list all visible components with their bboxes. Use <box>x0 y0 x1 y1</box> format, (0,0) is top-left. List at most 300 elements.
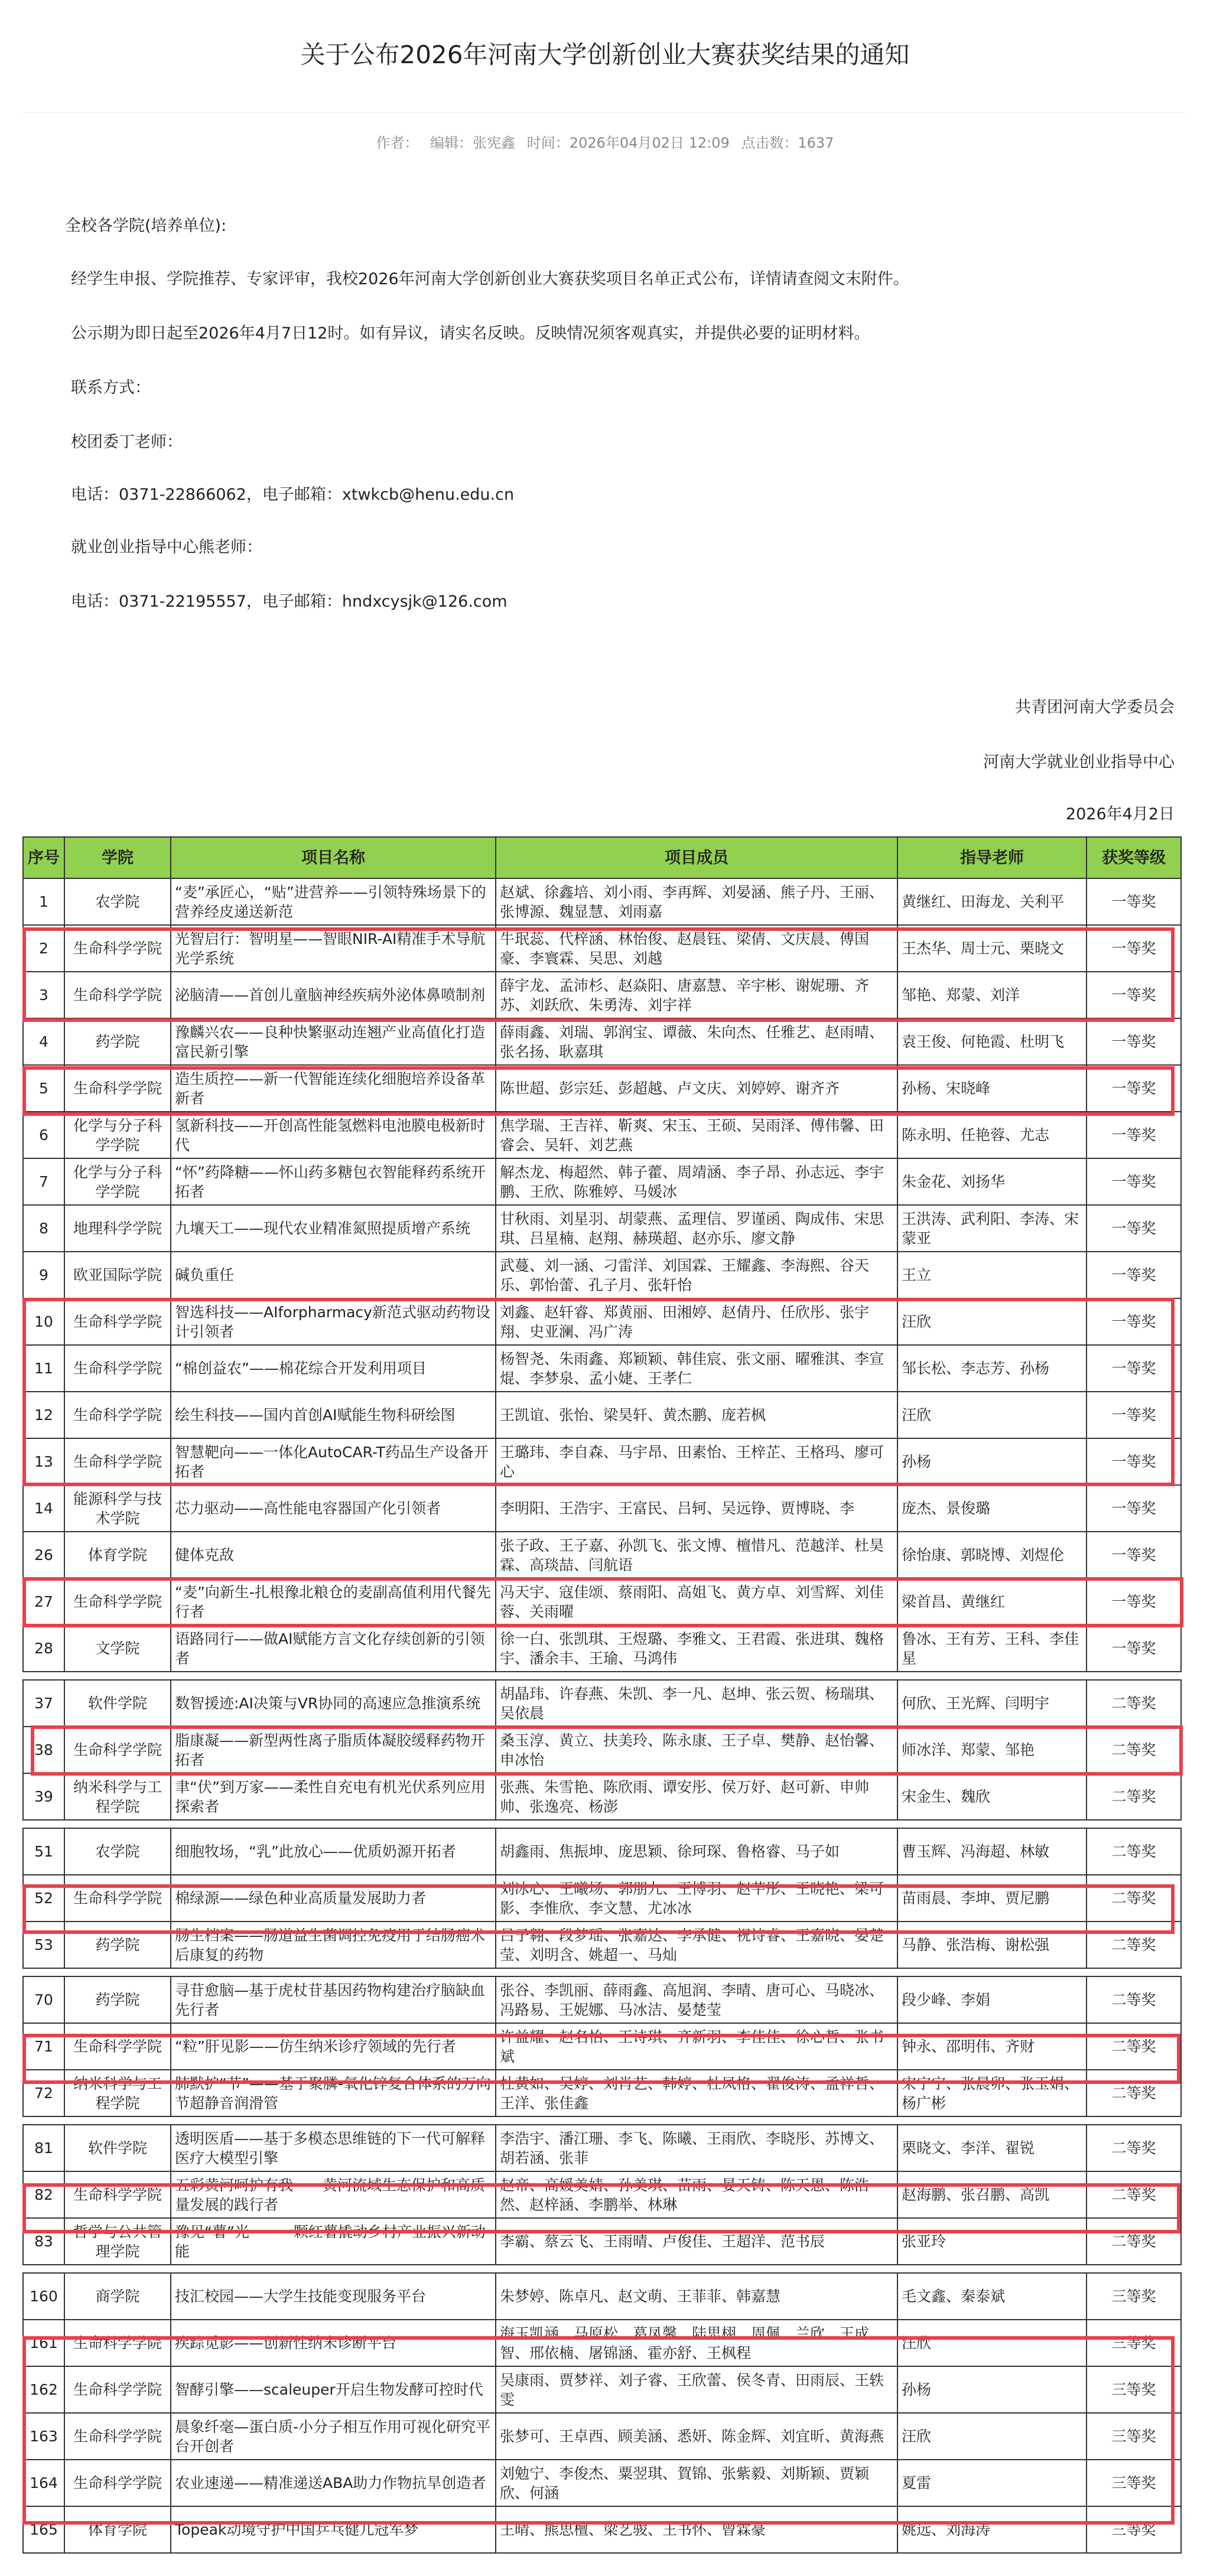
table-gap <box>23 2265 1181 2273</box>
row-award-cell <box>1087 925 1181 972</box>
row-index: 38 <box>34 1741 53 1758</box>
row-teachers-cell <box>897 1727 1087 1773</box>
row-award-cell <box>1087 1976 1181 2023</box>
row-index-cell <box>23 1485 64 1532</box>
row-members-cell <box>496 972 897 1018</box>
row-index-cell <box>23 2171 64 2218</box>
row-project-name-cell <box>171 2366 496 2413</box>
row-college-cell <box>64 2070 171 2116</box>
row-award-cell <box>1087 1828 1181 1875</box>
row-members: 刘冰心、王曦场、郭朋九、王博羽、赵芊彤、王晓艳、梁可影、李惟欣、李文慧、尤冰冰 <box>500 1880 884 1917</box>
row-index-cell <box>23 2125 64 2171</box>
row-award: 一等奖 <box>1111 1640 1156 1657</box>
row-index-cell <box>23 925 64 972</box>
contact-xiong: 就业创业指导中心熊老师： <box>71 538 262 556</box>
row-members-cell <box>496 2171 897 2218</box>
row-index-cell <box>23 2320 64 2366</box>
row-teachers-cell <box>897 1438 1087 1485</box>
row-teachers-cell <box>897 1485 1087 1532</box>
row-college: 生命科学学院 <box>73 2381 162 2398</box>
row-teachers: 师冰洋、郑蒙、邹艳 <box>902 1741 1035 1758</box>
row-award: 一等奖 <box>1111 1360 1156 1377</box>
notice-meta <box>0 131 1210 152</box>
table-row <box>23 2023 1181 2070</box>
row-teachers: 汪欣 <box>902 2428 932 2445</box>
row-members: 王璐玮、李自森、马宇昂、田素怡、王梓芷、王格玛、廖可心 <box>500 1443 884 1480</box>
table-gap <box>23 1672 1181 1680</box>
row-index: 71 <box>34 2038 53 2055</box>
row-college-cell <box>64 2506 171 2553</box>
row-members: 徐一白、张凯琪、王煜璐、李雅文、王君霞、张进琪、魏格宇、潘余丰、王瑜、马鸿伟 <box>500 1630 884 1667</box>
awards-table <box>22 836 1182 2554</box>
row-award: 三等奖 <box>1111 2521 1156 2538</box>
row-college: 生命科学学院 <box>73 1080 162 1097</box>
table-gap-cell <box>23 1820 1181 1828</box>
row-teachers: 姚远、刘海涛 <box>902 2521 991 2538</box>
table-row <box>23 1158 1181 1205</box>
row-project-name: 绘生科技——国内首创AI赋能生物科研绘图 <box>175 1406 456 1424</box>
row-award: 二等奖 <box>1111 1936 1156 1953</box>
meta-author: 作者： <box>376 135 419 151</box>
row-teachers-cell <box>897 2171 1087 2218</box>
salutation: 全校各学院(培养单位): <box>65 217 227 235</box>
row-index-cell <box>23 1680 64 1727</box>
row-teachers-cell <box>897 925 1087 972</box>
row-project-name-cell <box>171 1252 496 1298</box>
row-award-cell <box>1087 2320 1181 2366</box>
row-teachers-cell <box>897 1680 1087 1727</box>
table-row <box>23 1112 1181 1158</box>
row-teachers: 黄继红、田海龙、关利平 <box>902 893 1065 910</box>
row-teachers: 钟永、邵明伟、齐财 <box>902 2038 1035 2055</box>
row-members-cell <box>496 1298 897 1345</box>
row-award: 一等奖 <box>1111 1033 1156 1050</box>
row-award-cell <box>1087 1922 1181 1968</box>
row-members-cell <box>496 1158 897 1205</box>
row-award: 一等奖 <box>1111 1080 1156 1097</box>
table-row <box>23 1875 1181 1922</box>
row-index-cell <box>23 1976 64 2023</box>
row-award: 二等奖 <box>1111 2186 1156 2203</box>
row-award: 二等奖 <box>1111 1890 1156 1907</box>
row-index-cell <box>23 1158 64 1205</box>
row-members-cell <box>496 1345 897 1392</box>
meta-time: 时间：2026年04月02日 12:09 <box>526 135 730 151</box>
row-project-name: Topeak动境守护中国乒乓健儿冠军梦 <box>175 2521 419 2538</box>
row-college: 药学院 <box>95 1991 140 2008</box>
row-members: 李浩宇、潘江珊、李飞、陈曦、王雨欣、李晓彤、苏博文、胡若涵、张菲 <box>500 2129 884 2167</box>
row-index: 51 <box>34 1843 53 1860</box>
row-award: 二等奖 <box>1111 2038 1156 2055</box>
row-project-name-cell <box>171 2023 496 2070</box>
row-teachers-cell <box>897 1392 1087 1438</box>
row-teachers: 孙杨 <box>902 2381 932 2398</box>
row-index: 165 <box>30 2521 58 2538</box>
row-award-cell <box>1087 1065 1181 1112</box>
table-row <box>23 2320 1181 2366</box>
row-award-cell <box>1087 878 1181 925</box>
row-project-name-cell <box>171 925 496 972</box>
row-college: 地理科学学院 <box>73 1220 162 1237</box>
row-college: 体育学院 <box>87 2521 147 2538</box>
table-gap-cell <box>23 2265 1181 2273</box>
row-members: 陈世超、彭宗廷、彭超越、卢文庆、刘婷婷、谢齐齐 <box>500 1080 840 1097</box>
row-college: 纳米科学与工程学院 <box>73 2075 162 2112</box>
row-project-name-cell <box>171 1392 496 1438</box>
row-project-name: 晨象纤毫—蛋白质-小分子相互作用可视化研究平台开创者 <box>175 2418 491 2455</box>
row-college: 农学院 <box>95 1843 140 1860</box>
row-project-name: 智酵引擎——scaleuper开启生物发酵可控时代 <box>175 2381 483 2398</box>
row-award-cell <box>1087 1252 1181 1298</box>
row-index: 39 <box>34 1788 53 1805</box>
table-row <box>23 1438 1181 1485</box>
row-project-name: 肺默护“节”——基于聚膦-氧化锌复合体系的万向节超静音润滑管 <box>175 2075 491 2112</box>
row-members-cell <box>496 1976 897 2023</box>
table-row <box>23 1578 1181 1625</box>
row-index-cell <box>23 878 64 925</box>
row-members: 李霸、蔡云飞、王雨晴、卢俊佳、王超洋、范书辰 <box>500 2233 825 2250</box>
row-award-cell <box>1087 1298 1181 1345</box>
row-teachers-cell <box>897 1018 1087 1065</box>
row-award: 二等奖 <box>1111 1843 1156 1860</box>
row-index: 14 <box>34 1500 53 1517</box>
row-college: 化学与分子科学学院 <box>73 1163 162 1200</box>
row-teachers: 夏雷 <box>902 2474 932 2492</box>
row-project-name: 农业速递——精准递送ABA助力作物抗旱创造者 <box>175 2474 486 2492</box>
row-project-name-cell <box>171 1625 496 1672</box>
row-college-cell <box>64 2023 171 2070</box>
table-row <box>23 1485 1181 1532</box>
row-index: 163 <box>30 2428 58 2445</box>
row-index-cell <box>23 1112 64 1158</box>
row-college-cell <box>64 1727 171 1773</box>
row-teachers-cell <box>897 1345 1087 1392</box>
row-members: 杜黄如、吴婷、刘肖艺、韩婷、杜凤格、翟俊涛、孟祥哲、王洋、张佳鑫 <box>500 2075 884 2112</box>
row-college-cell <box>64 1205 171 1252</box>
row-college: 生命科学学院 <box>73 1406 162 1424</box>
row-project-name-cell <box>171 1205 496 1252</box>
paragraph-period: 公示期为即日起至2026年4月7日12时。如有异议，请实名反映。反映情况须客观真实，并提供必要的证明材料。 <box>71 324 870 343</box>
row-college-cell <box>64 1680 171 1727</box>
row-members: 赵斌、徐鑫培、刘小雨、李再辉、刘晏涵、熊子丹、王丽、张博源、魏显慧、刘雨嘉 <box>500 883 884 920</box>
row-members-cell <box>496 2023 897 2070</box>
row-teachers-cell <box>897 2413 1087 2460</box>
row-index-cell <box>23 1438 64 1485</box>
row-college: 生命科学学院 <box>73 1360 162 1377</box>
row-project-name-cell <box>171 1438 496 1485</box>
row-members-cell <box>496 2506 897 2553</box>
row-project-name: 智选科技——AIforpharmacy新范式驱动药物设计引领者 <box>175 1303 490 1340</box>
row-college-cell <box>64 1976 171 2023</box>
row-teachers: 王立 <box>902 1266 932 1284</box>
row-index: 5 <box>39 1080 48 1097</box>
row-award-cell <box>1087 1438 1181 1485</box>
row-teachers: 苗雨晨、李坤、贾尼鹏 <box>902 1890 1050 1907</box>
row-teachers-cell <box>897 1625 1087 1672</box>
row-teachers: 张亚玲 <box>902 2233 946 2250</box>
table-row <box>23 1625 1181 1672</box>
table-row <box>23 2413 1181 2460</box>
row-award: 一等奖 <box>1111 1500 1156 1517</box>
row-project-name: “粒”肝见影——仿生纳米诊疗领域的先行者 <box>175 2038 456 2055</box>
row-project-name-cell <box>171 1018 496 1065</box>
row-teachers: 汪欣 <box>902 1406 932 1424</box>
row-teachers: 袁王俊、何艳霞、杜明飞 <box>902 1033 1065 1050</box>
row-award-cell <box>1087 1773 1181 1820</box>
table-row <box>23 925 1181 972</box>
row-award-cell <box>1087 1578 1181 1625</box>
row-award-cell <box>1087 1112 1181 1158</box>
row-members: 王晴、熊思檀、梁艺骏、王书怀、曾霖豪 <box>500 2521 766 2538</box>
table-row <box>23 1532 1181 1578</box>
row-members-cell <box>496 1625 897 1672</box>
row-college: 化学与分子科学学院 <box>73 1116 162 1154</box>
row-college: 哲学与公共管理学院 <box>73 2223 162 2260</box>
row-project-name: 聿“伏”到万家——柔性自充电有机光伏系列应用探索者 <box>175 1778 486 1815</box>
row-teachers-cell <box>897 2218 1087 2265</box>
table-row <box>23 1680 1181 1727</box>
row-college: 文学院 <box>95 1640 140 1657</box>
row-index: 13 <box>34 1453 53 1470</box>
row-college-cell <box>64 1875 171 1922</box>
row-project-name-cell <box>171 2218 496 2265</box>
row-college: 生命科学学院 <box>73 2038 162 2055</box>
row-project-name-cell <box>171 1773 496 1820</box>
row-award: 三等奖 <box>1111 2288 1156 2305</box>
row-college: 生命科学学院 <box>73 940 162 957</box>
row-index: 37 <box>34 1695 53 1712</box>
row-project-name: “怀”药降糖——怀山药多糖包衣智能释药系统开拓者 <box>175 1163 486 1200</box>
row-members-cell <box>496 1112 897 1158</box>
meta-clicks: 点击数：1637 <box>741 135 834 151</box>
table-row <box>23 1392 1181 1438</box>
row-project-name: 技汇校园——大学生技能变现服务平台 <box>175 2288 427 2305</box>
row-index: 162 <box>30 2381 58 2398</box>
row-college-cell <box>64 1112 171 1158</box>
row-award: 二等奖 <box>1111 2085 1156 2102</box>
row-college-cell <box>64 2125 171 2171</box>
row-members-cell <box>496 1392 897 1438</box>
notice-title: 关于公布2026年河南大学创新创业大赛获奖结果的通知 <box>300 40 910 69</box>
row-members-cell <box>496 878 897 925</box>
row-college-cell <box>64 2460 171 2506</box>
row-project-name-cell <box>171 1976 496 2023</box>
table-gap-cell <box>23 1672 1181 1680</box>
row-teachers: 朱金花、刘扬华 <box>902 1173 1006 1190</box>
row-college-cell <box>64 1345 171 1392</box>
row-index-cell <box>23 1065 64 1112</box>
row-members: 杨智尧、朱雨鑫、郑颖颖、韩佳宸、张文丽、曜雅淇、李宣焜、李梦泉、孟小婕、王孝仁 <box>500 1350 884 1387</box>
row-award: 二等奖 <box>1111 2139 1156 2157</box>
row-college-cell <box>64 878 171 925</box>
row-members: 吴康雨、贾梦祥、刘子睿、王欣蕾、侯冬青、田雨辰、王轶雯 <box>500 2371 884 2408</box>
row-project-name: 九壤天工——现代农业精准氮照提质增产系统 <box>175 1220 471 1237</box>
row-award: 二等奖 <box>1111 1991 1156 2008</box>
row-project-name-cell <box>171 1065 496 1112</box>
row-project-name: 泌脑清——首创儿童脑神经疾病外泌体鼻喷制剂 <box>175 986 486 1004</box>
row-project-name: 豫见“薯”光——一颗红薯撬动乡村产业振兴新动能 <box>175 2223 486 2260</box>
table-row <box>23 1727 1181 1773</box>
row-award: 二等奖 <box>1111 1741 1156 1758</box>
row-members: 牛珉蕊、代梓涵、林怡俊、赵晨钰、梁倩、文庆晨、傅国豪、李寰霖、吴思、刘越 <box>500 930 870 967</box>
row-members-cell <box>496 2460 897 2506</box>
row-college: 生命科学学院 <box>73 986 162 1004</box>
row-college: 农学院 <box>95 893 140 910</box>
row-index-cell <box>23 2273 64 2320</box>
row-teachers: 王洪涛、武利阳、李涛、宋蒙亚 <box>902 1210 1079 1247</box>
row-teachers: 孙杨、宋晓峰 <box>902 1080 991 1097</box>
contact-ding-info: 电话：0371-22866062，电子邮箱：xtwkcb@henu.edu.cn <box>71 486 515 504</box>
row-teachers: 何欣、王光辉、闫明宇 <box>902 1695 1050 1712</box>
row-college-cell <box>64 1828 171 1875</box>
row-index-cell <box>23 1252 64 1298</box>
row-teachers-cell <box>897 1976 1087 2023</box>
signature-org-2: 河南大学就业创业指导中心 <box>983 753 1175 771</box>
row-index: 82 <box>34 2186 53 2203</box>
row-index: 3 <box>39 986 48 1004</box>
row-project-name-cell <box>171 1345 496 1392</box>
row-index-cell <box>23 1875 64 1922</box>
row-members-cell <box>496 1532 897 1578</box>
row-index-cell <box>23 2506 64 2553</box>
table-row <box>23 1018 1181 1065</box>
row-index: 28 <box>34 1640 53 1657</box>
row-college: 药学院 <box>95 1936 140 1953</box>
row-college-cell <box>64 972 171 1018</box>
row-members-cell <box>496 1205 897 1252</box>
row-award: 三等奖 <box>1111 2428 1156 2445</box>
row-college-cell <box>64 1158 171 1205</box>
row-teachers: 汪欣 <box>902 2334 932 2352</box>
contact-heading: 联系方式： <box>71 379 151 397</box>
row-award: 二等奖 <box>1111 2233 1156 2250</box>
row-project-name: 数智援迹:AI决策与VR协同的高速应急推演系统 <box>175 1695 481 1712</box>
row-award: 二等奖 <box>1111 1788 1156 1805</box>
row-project-name-cell <box>171 878 496 925</box>
row-members-cell <box>496 1727 897 1773</box>
row-index: 1 <box>39 893 48 910</box>
row-college-cell <box>64 1532 171 1578</box>
row-college: 纳米科学与工程学院 <box>73 1778 162 1815</box>
row-college-cell <box>64 2320 171 2366</box>
row-index: 9 <box>39 1266 48 1284</box>
row-award-cell <box>1087 1680 1181 1727</box>
row-teachers: 徐怡康、郭晓博、刘煜伦 <box>902 1546 1065 1564</box>
row-project-name: 健体克敌 <box>175 1546 235 1564</box>
row-teachers: 汪欣 <box>902 1313 932 1330</box>
row-project-name: “棉创益农”——棉花综合开发利用项目 <box>175 1360 427 1377</box>
row-project-name-cell <box>171 2320 496 2366</box>
header-members: 项目成员 <box>496 837 897 878</box>
row-project-name: 透明医盾——基于多模态思维链的下一代可解释医疗大模型引擎 <box>175 2129 486 2167</box>
row-award-cell <box>1087 972 1181 1018</box>
row-members: 朱梦婷、陈卓凡、赵文萌、王菲菲、韩嘉慧 <box>500 2288 781 2305</box>
row-index: 4 <box>39 1033 48 1050</box>
row-teachers: 毛文鑫、秦泰斌 <box>902 2288 1006 2305</box>
row-project-name-cell <box>171 2273 496 2320</box>
row-award: 一等奖 <box>1111 940 1156 957</box>
row-members-cell <box>496 1773 897 1820</box>
table-row <box>23 1773 1181 1820</box>
row-project-name-cell <box>171 972 496 1018</box>
row-award-cell <box>1087 1018 1181 1065</box>
row-award: 一等奖 <box>1111 1546 1156 1564</box>
row-index: 53 <box>34 1936 53 1953</box>
row-project-name-cell <box>171 2460 496 2506</box>
row-members: 刘勉宁、李俊杰、粟翌琪、賀锦、张紫毅、刘斯颖、贾颖欣、何涵 <box>500 2464 870 2502</box>
row-index: 11 <box>34 1360 53 1377</box>
row-index-cell <box>23 1205 64 1252</box>
row-award: 一等奖 <box>1111 1173 1156 1190</box>
meta-editor: 编辑：张宪鑫 <box>430 135 516 151</box>
table-row <box>23 1828 1181 1875</box>
row-award-cell <box>1087 1875 1181 1922</box>
row-project-name: 碱负重任 <box>175 1266 235 1284</box>
contact-ding: 校团委丁老师： <box>71 433 183 451</box>
row-award: 一等奖 <box>1111 1406 1156 1424</box>
row-teachers-cell <box>897 1773 1087 1820</box>
row-award-cell <box>1087 2125 1181 2171</box>
row-teachers-cell <box>897 2320 1087 2366</box>
row-members: 李明阳、王浩宇、王富民、吕轲、吴远铮、贾博晓、李 <box>500 1500 855 1517</box>
row-project-name: 细胞牧场，“乳”此放心——优质奶源开拓者 <box>175 1843 456 1860</box>
row-award-cell <box>1087 1205 1181 1252</box>
row-award-cell <box>1087 2171 1181 2218</box>
table-row <box>23 1205 1181 1252</box>
row-college: 生命科学学院 <box>73 2474 162 2492</box>
row-members-cell <box>496 1680 897 1727</box>
row-index-cell <box>23 1922 64 1968</box>
row-award: 一等奖 <box>1111 1593 1156 1610</box>
row-teachers-cell <box>897 1578 1087 1625</box>
row-members: 桑玉淳、黄立、扶美玲、陈永康、王子卓、樊静、赵怡馨、申冰怡 <box>500 1731 884 1769</box>
table-row <box>23 2506 1181 2553</box>
row-members: 吕子翱、段梦瑶、张嘉达、李承健、祝诗睿、王嘉晓、晏楚莹、刘明含、姚超一、马灿 <box>500 1926 884 1963</box>
table-row <box>23 2171 1181 2218</box>
table-gap <box>23 1820 1181 1828</box>
row-project-name: 疾踪觅影——创新性纳米诊断平台 <box>175 2334 397 2352</box>
row-index-cell <box>23 1392 64 1438</box>
row-project-name: 五彩黄河呵护有我——黄河流域生态保护和高质量发展的践行者 <box>175 2176 486 2213</box>
table-header-row <box>23 837 1181 878</box>
row-award: 一等奖 <box>1111 893 1156 910</box>
row-teachers: 陈永明、任艳蓉、尤志 <box>902 1126 1050 1144</box>
row-members-cell <box>496 925 897 972</box>
header-project-name: 项目名称 <box>171 837 496 878</box>
row-members: 胡晶玮、许春燕、朱凯、李一凡、赵坤、张云贺、杨瑞琪、吴依晨 <box>500 1685 884 1722</box>
row-award: 一等奖 <box>1111 1313 1156 1330</box>
row-members: 武蔓、刘一涵、刁雷洋、刘国霖、王耀鑫、李海熙、谷天乐、郭怡蕾、孔子月、张轩怡 <box>500 1256 870 1294</box>
row-college: 生命科学学院 <box>73 2186 162 2203</box>
row-award: 一等奖 <box>1111 1453 1156 1470</box>
row-teachers-cell <box>897 1065 1087 1112</box>
table-row <box>23 2273 1181 2320</box>
row-award-cell <box>1087 1532 1181 1578</box>
row-award: 一等奖 <box>1111 1220 1156 1237</box>
row-award-cell <box>1087 2413 1181 2460</box>
row-members-cell <box>496 1922 897 1968</box>
header-award: 获奖等级 <box>1087 837 1181 878</box>
row-award-cell <box>1087 1727 1181 1773</box>
row-teachers-cell <box>897 2460 1087 2506</box>
row-award: 一等奖 <box>1111 1126 1156 1144</box>
row-teachers: 庞杰、景俊璐 <box>902 1500 991 1517</box>
row-teachers: 梁首昌、黄继红 <box>902 1593 1006 1610</box>
row-project-name-cell <box>171 2413 496 2460</box>
row-project-name-cell <box>171 1298 496 1345</box>
row-project-name: 造生质控——新一代智能连续化细胞培养设备革新者 <box>175 1070 486 1107</box>
table-row <box>23 2366 1181 2413</box>
